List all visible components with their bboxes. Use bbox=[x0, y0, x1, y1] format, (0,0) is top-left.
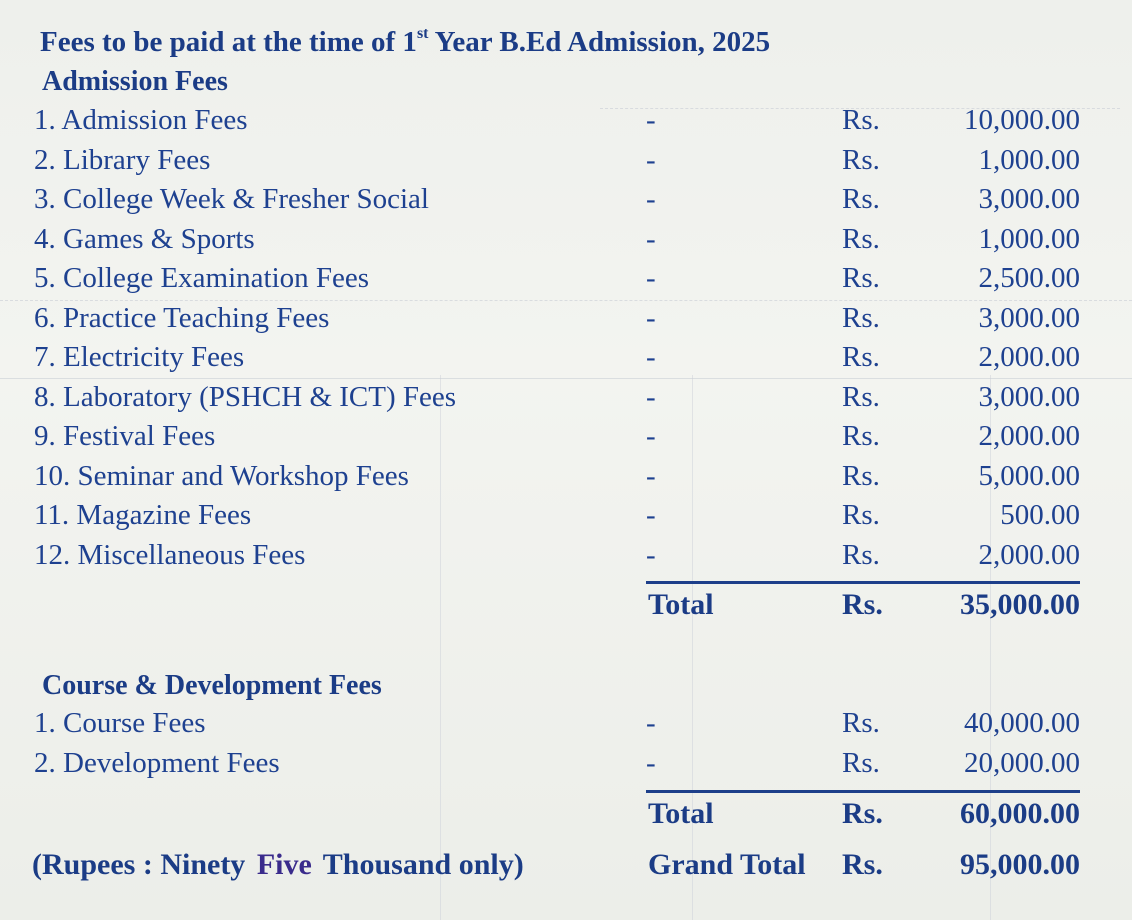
fee-dash: - bbox=[646, 538, 656, 571]
fee-dash: - bbox=[646, 420, 656, 452]
words-mid: Five bbox=[256, 848, 312, 881]
course-total-label: Total bbox=[648, 797, 714, 830]
fee-label: 2. Development Fees bbox=[34, 747, 280, 779]
fee-currency: Rs. bbox=[842, 341, 880, 373]
fee-currency: Rs. bbox=[842, 262, 880, 294]
fee-currency: Rs. bbox=[842, 301, 880, 334]
grand-total-label: Grand Total bbox=[648, 848, 806, 881]
fee-row bbox=[0, 341, 1132, 379]
title-superscript: st bbox=[416, 25, 429, 43]
fee-currency: Rs. bbox=[842, 538, 880, 571]
fee-row bbox=[0, 223, 1132, 261]
fee-amount: 10,000.00 bbox=[964, 104, 1080, 136]
fee-dash: - bbox=[646, 341, 656, 373]
fee-currency: Rs. bbox=[842, 707, 880, 739]
title-suffix: Year B.Ed Admission, 2025 bbox=[428, 26, 771, 58]
fee-amount: 2,500.00 bbox=[978, 262, 1080, 294]
fee-dash: - bbox=[646, 262, 656, 294]
course-total-rule bbox=[646, 790, 1080, 793]
fee-row bbox=[0, 420, 1132, 458]
fee-currency: Rs. bbox=[842, 420, 880, 452]
fee-currency: Rs. bbox=[842, 380, 880, 413]
fee-amount: 1,000.00 bbox=[978, 143, 1080, 176]
fee-currency: Rs. bbox=[842, 222, 880, 255]
grand-total-row bbox=[0, 848, 1132, 888]
admission-total-rule bbox=[646, 581, 1080, 584]
fee-row bbox=[0, 707, 1132, 745]
fee-row bbox=[0, 183, 1132, 221]
fee-dash: - bbox=[646, 499, 656, 531]
fee-dash: - bbox=[646, 380, 656, 413]
words-suffix: Thousand only) bbox=[322, 848, 524, 881]
fee-label: 1. Admission Fees bbox=[34, 104, 248, 136]
fee-label: 9. Festival Fees bbox=[34, 420, 216, 452]
fee-dash: - bbox=[646, 707, 656, 739]
fee-amount: 2,000.00 bbox=[978, 420, 1080, 452]
fee-dash: - bbox=[646, 301, 656, 334]
fee-row bbox=[0, 747, 1132, 785]
fee-row bbox=[0, 460, 1132, 498]
fee-dash: - bbox=[646, 747, 656, 779]
fee-dash: - bbox=[646, 459, 656, 492]
fee-amount: 3,000.00 bbox=[978, 380, 1080, 413]
fee-amount: 2,000.00 bbox=[978, 538, 1080, 571]
admission-total-currency: Rs. bbox=[842, 588, 883, 621]
fee-currency: Rs. bbox=[842, 747, 880, 779]
title-prefix: Fees to be paid at the time of 1 bbox=[40, 26, 417, 58]
fee-row bbox=[0, 302, 1132, 340]
fee-currency: Rs. bbox=[842, 143, 880, 176]
admission-fees-heading: Admission Fees bbox=[42, 66, 228, 97]
fee-currency: Rs. bbox=[842, 183, 880, 215]
fee-currency: Rs. bbox=[842, 499, 880, 531]
fee-row bbox=[0, 539, 1132, 577]
fee-amount: 40,000.00 bbox=[964, 707, 1080, 739]
fee-amount: 1,000.00 bbox=[978, 222, 1080, 255]
admission-total-row bbox=[0, 588, 1132, 628]
fee-label: 8. Laboratory (PSHCH & ICT) Fees bbox=[34, 380, 457, 413]
fee-label: 3. College Week & Fresher Social bbox=[34, 183, 429, 215]
fee-label: 11. Magazine Fees bbox=[34, 499, 252, 531]
fee-currency: Rs. bbox=[842, 459, 880, 492]
fee-dash: - bbox=[646, 104, 656, 136]
admission-total-amount: 35,000.00 bbox=[960, 588, 1080, 621]
fee-amount: 3,000.00 bbox=[978, 183, 1080, 215]
grand-total-amount: 95,000.00 bbox=[960, 848, 1080, 881]
course-fees-heading: Course & Development Fees bbox=[42, 670, 382, 701]
admission-total-label: Total bbox=[648, 588, 714, 621]
words-prefix: (Rupees : Ninety bbox=[32, 848, 246, 881]
fee-amount: 5,000.00 bbox=[978, 459, 1080, 492]
fee-row bbox=[0, 262, 1132, 300]
fee-currency: Rs. bbox=[842, 104, 880, 136]
fee-amount: 500.00 bbox=[1000, 499, 1080, 531]
fee-label: 7. Electricity Fees bbox=[34, 341, 245, 373]
fee-amount: 2,000.00 bbox=[978, 341, 1080, 373]
course-total-row bbox=[0, 797, 1132, 837]
fee-dash: - bbox=[646, 183, 656, 215]
fee-label: 5. College Examination Fees bbox=[34, 262, 370, 294]
fee-label: 12. Miscellaneous Fees bbox=[34, 538, 306, 571]
grand-total-currency: Rs. bbox=[842, 848, 883, 881]
fee-row bbox=[0, 104, 1132, 142]
course-total-amount: 60,000.00 bbox=[960, 797, 1080, 830]
fee-label: 4. Games & Sports bbox=[34, 222, 255, 255]
fee-label: 1. Course Fees bbox=[34, 707, 206, 739]
fee-row bbox=[0, 381, 1132, 419]
fee-dash: - bbox=[646, 143, 656, 176]
course-total-currency: Rs. bbox=[842, 797, 883, 830]
fee-label: 6. Practice Teaching Fees bbox=[34, 301, 330, 334]
fee-label: 2. Library Fees bbox=[34, 143, 211, 176]
fee-dash: - bbox=[646, 222, 656, 255]
fee-row bbox=[0, 499, 1132, 537]
fee-amount: 20,000.00 bbox=[964, 747, 1080, 779]
fee-row bbox=[0, 144, 1132, 182]
fee-amount: 3,000.00 bbox=[978, 301, 1080, 334]
fee-label: 10. Seminar and Workshop Fees bbox=[34, 459, 409, 492]
document-title bbox=[40, 26, 770, 59]
